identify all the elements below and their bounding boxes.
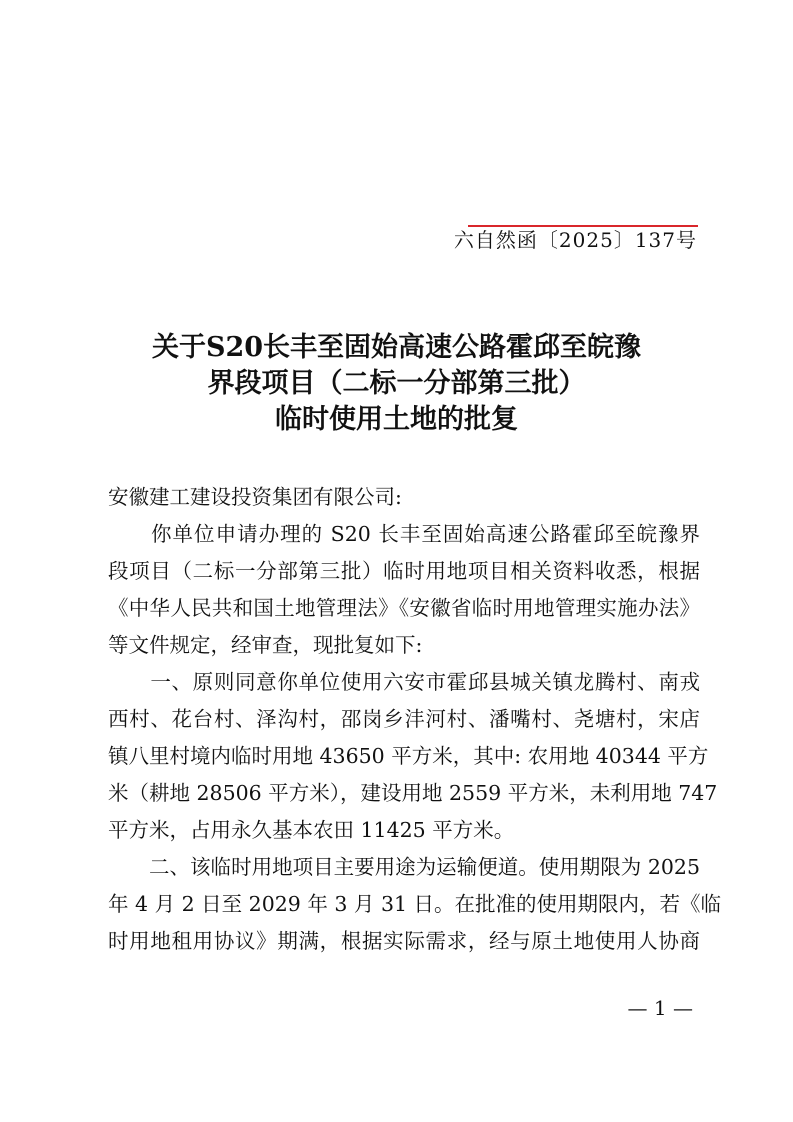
- title-line: 界段项目（二标一分部第三批）: [207, 368, 586, 399]
- body-line: 米（耕地 28506 平方米），建设用地 2559 平方米，未利用地 747: [108, 781, 718, 805]
- salutation: 安徽建工建设投资集团有限公司:: [108, 485, 402, 509]
- body-line: 平方米，占用永久基本农田 11425 平方米。: [108, 818, 515, 842]
- body-line: 等文件规定，经审查，现批复如下:: [108, 633, 423, 657]
- body-line: 你单位申请办理的 S20 长丰至固始高速公路霍邱至皖豫界: [108, 522, 700, 546]
- document-body: [108, 479, 722, 960]
- body-line: 西村、花台村、泽沟村，邵岗乡沣河村、潘嘴村、尧塘村，宋店: [108, 707, 700, 731]
- title-line: 临时使用土地的批复: [275, 404, 518, 435]
- title-line: 关于S20长丰至固始高速公路霍邱至皖豫: [151, 332, 642, 363]
- page-number: — 1 —: [627, 996, 693, 1020]
- body-line: 时用地租用协议》期满，根据实际需求，经与原土地使用人协商: [108, 929, 700, 953]
- body-line: 段项目（二标一分部第三批）临时用地项目相关资料收悉，根据: [108, 559, 700, 583]
- body-line: 《中华人民共和国土地管理法》《安徽省临时用地管理实施办法》: [108, 596, 700, 620]
- body-line: 二、该临时用地项目主要用途为运输便道。使用期限为 2025: [108, 855, 700, 879]
- document-title: [0, 330, 793, 438]
- body-line: 年 4 月 2 日至 2029 年 3 月 31 日。在批准的使用期限内，若《临: [108, 892, 722, 916]
- document-number: 六自然函〔2025〕137号: [453, 228, 697, 252]
- body-line: 一、原则同意你单位使用六安市霍邱县城关镇龙腾村、南戎: [108, 670, 700, 694]
- body-line: 镇八里村境内临时用地 43650 平方米，其中: 农用地 40344 平方: [108, 744, 709, 768]
